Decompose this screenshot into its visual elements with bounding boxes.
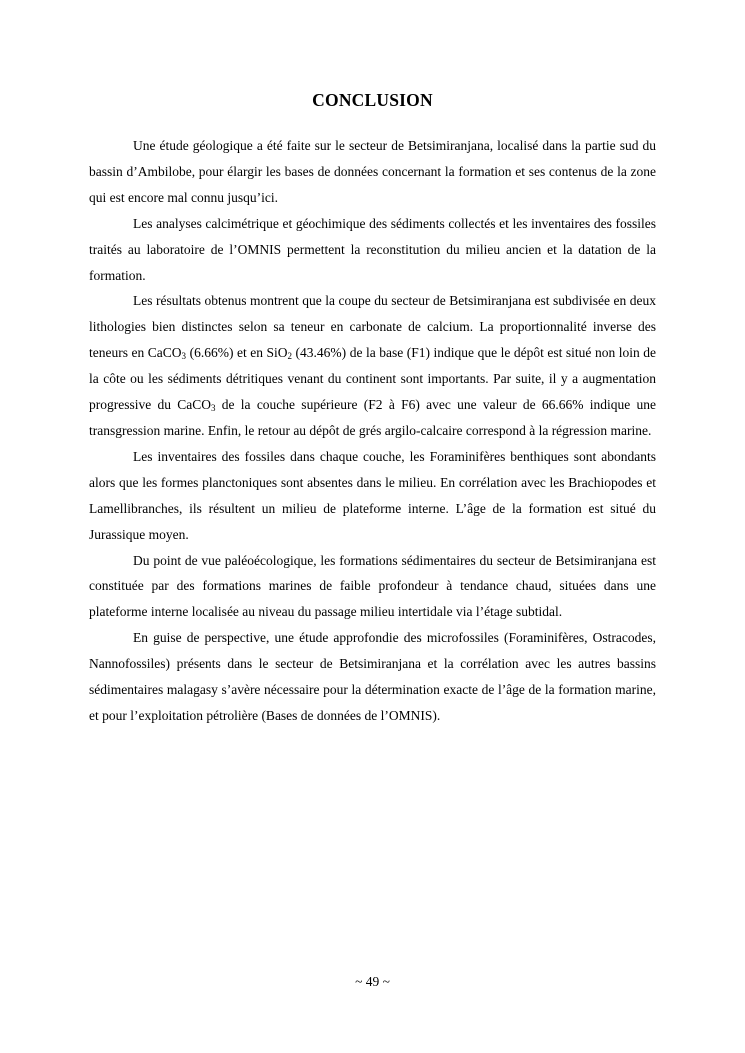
results-text-d: de la couche supérieure (F2 à F6) avec une valeur de 66.66% indique une transgression marine. Enfin, le retour au dépôt de grés argilo-calcaire correspond à la régression marine. — [89, 397, 657, 438]
paragraph-fossils: Les inventaires des fossiles dans chaque couche, les Foraminifères benthiques sont abondants alors que les formes planctoniques sont absentes dans le milieu. En corrélation avec les Brachiopodes et Lamellibranches, ils résultent un milieu de plateforme interne. L’âge de la formation est situé du Jurassique moyen. — [89, 448, 656, 542]
results-text-a: Les résultats obtenus montrent que la coupe du secteur de Betsimiranjana est subdivisée en deux lithologies bien distinctes selon sa teneur en carbonate de calcium. La proportionnalité inverse des teneurs en CaCO — [89, 293, 656, 361]
sio2-subscript: 2 — [287, 351, 293, 362]
page-title: CONCLUSION — [312, 90, 433, 110]
paragraph-analyses: Les analyses calcimétrique et géochimique des sédiments collectés et les inventaires des fossiles traités au laboratoire de l’OMNIS permettent la reconstitution du milieu ancien et la datation de la formation. — [89, 215, 656, 283]
caco3-subscript-2: 3 — [211, 403, 216, 414]
results-text-c: (43.46%) de la base (F1) indique que le dépôt est situé non loin de la côte ou les sédiments détritiques venant du continent sont importants. Par suite, il y a augmentation progressive du CaCO — [89, 345, 656, 413]
paragraph-introduction: Une étude géologique a été faite sur le secteur de Betsimiranjana, localisé dans la partie sud du bassin d’Ambilobe, pour élargir les bases de données concernant la formation et ses contenus de la zone qui est encore mal connu jusqu’ici. — [89, 138, 656, 205]
paragraph-paleoecology: Du point de vue paléoécologique, les formations sédimentaires du secteur de Betsimiranjana est constituée par des formations marines de faible profondeur à tendance chaud, situées dans une plateforme interne localisée au niveau du passage milieu intertidale via l’étage subtidal. — [89, 552, 656, 620]
page-number: ~ 49 ~ — [355, 974, 390, 989]
conclusion-body — [89, 133, 656, 729]
results-text-b: (6.66%) et en SiO — [186, 345, 288, 361]
caco3-subscript: 3 — [181, 351, 187, 362]
paragraph-results — [89, 288, 656, 443]
paragraph-perspective: En guise de perspective, une étude approfondie des microfossiles (Foraminifères, Ostracodes, Nannofossiles) présents dans le secteur de Betsimiranjana et la corrélation avec les autres bassins sédimentaires malagasy s’avère nécessaire pour la détermination exacte de l’âge de la formation marine, et pour l’exploitation pétrolière (Bases de données de l’OMNIS). — [89, 630, 656, 723]
